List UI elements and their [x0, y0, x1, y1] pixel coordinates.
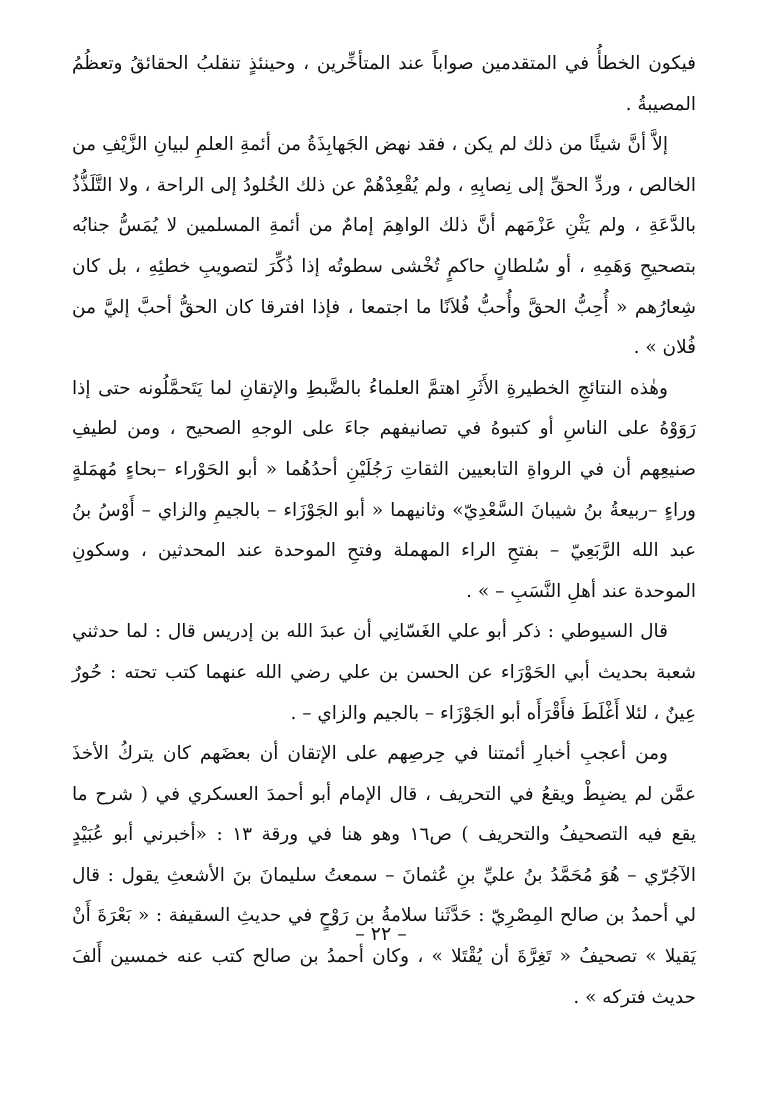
- paragraph-4: قال السيوطي : ذكر أبو علي الغَسّانِي أن عبدَ الله بن إدريس قال : لما حدثني شعبة بحديث أبي الحَوْرَاء عن الحسن بن علي رضي الله عنهما كتب تحته : حُورٌ عِينٌ ، لئلا أَغْلَطَ فأَقْرَأَه أبو الجَوْزَاء – بالجيم والزاي – .: [72, 621, 696, 724]
- paragraph-3: وهٰذه النتائجِ الخطيرةِ الأَثَرِ اهتمَّ العلماءُ بالضَّبطِ والإتقانِ لما يَتَحمَّلُونه حتى إذا رَوَوْهُ على الناسِ أو كتبوهُ في تصانيفهم جاءَ على الوجهِ الصحيح ، ومن لطيفِ صنيعِهم أن في الرواةِ التابعيين الثقاتِ رَجُلَيْنِ أحدُهُما « أبو الحَوْراء –بحاءٍ مُهمَلةٍ وراءٍ –ربيعةُ بنُ شيبانَ السَّعْدِيّ» وثانيهما « أبو الجَوْزَاء – بالجيمِ والزاي – أَوْسُ بنُ عبد الله الرَّبَعِيّ – بفتحِ الراء المهملة وفتحِ الموحدة عند المحدثين ، وسكونِ الموحدة عند أهلِ النَّسَبِ – » .: [72, 377, 696, 602]
- paragraph-1: فيكون الخطأُ في المتقدمين صواباً عند المتأخِّرين ، وحينئذٍ تنقلبُ الحقائقُ وتعظُمُ المصيبةُ .: [72, 53, 696, 115]
- paragraph-2: إلاَّ أنَّ شيئًا من ذلك لم يكن ، فقد نهض الجَهابِذَةُ من أئمةِ العلمِ لبيانِ الزَّيْفِ من الخالص ، وردِّ الحقِّ إلى نِصابِهِ ، ولم يُقْعِدْهُمْ عن ذلك الخُلودُ إلى الراحة ، ولا التَّلَذُّذُ بالدَّعَةِ ، ولم يَثْنِ عَزْمَهم أنَّ ذلك الواهِمَ إمامٌ من أئمةِ المسلمين لا يُمَسُّ جنابُه بتصحيحِ وَهَمِهِ ، أو سُلطانٍ حاكمٍ تُخْشى سطوتُه إذا ذُكِّرَ لتصويبِ خطئِهِ ، بل كان شِعارُهم « أُحِبُّ الحقَّ وأُحبُّ فُلاَنًا ما اجتمعا ، فإذا افترقا كان الحقُّ أحبَّ إليَّ من فُلان » .: [72, 134, 696, 359]
- paragraph-5: ومن أعجبِ أخبارِ أئمتنا في حِرصِهم على الإتقان أن بعضَهم كان يتركُ الأخذَ عمَّن لم يضبِطْ ويقعُ في التحريف ، قال الإمام أبو أحمدَ العسكري في ( شرح ما يقع فيه التصحيفُ والتحريف ) ص١٦ وهو هنا في ورقة ١٣ : «أخبرني أبو عُبَيْدٍ الآجُرّي – هُوَ مُحَمَّدُ بنُ عليِّ بنِ عُثمانَ – سمعتُ سليمانَ بنَ الأشعثِ يقول : قال لي أحمدُ بن صالح المِصْرِيّ : حَدَّثَنا سلامةُ بن رَوْحٍ في حديثِ السقيفة : « بَعْرَةَ أَنْ يَقيلا » تصحيفُ « تَغِرَّةَ أن يُقْتَلا » ، وكان أحمدُ بن صالح كتب عنه خمسين أَلفَ حديث فتركه » .: [72, 743, 696, 1008]
- page-body: [72, 44, 696, 1018]
- page-number: – ٢٢ –: [355, 923, 407, 945]
